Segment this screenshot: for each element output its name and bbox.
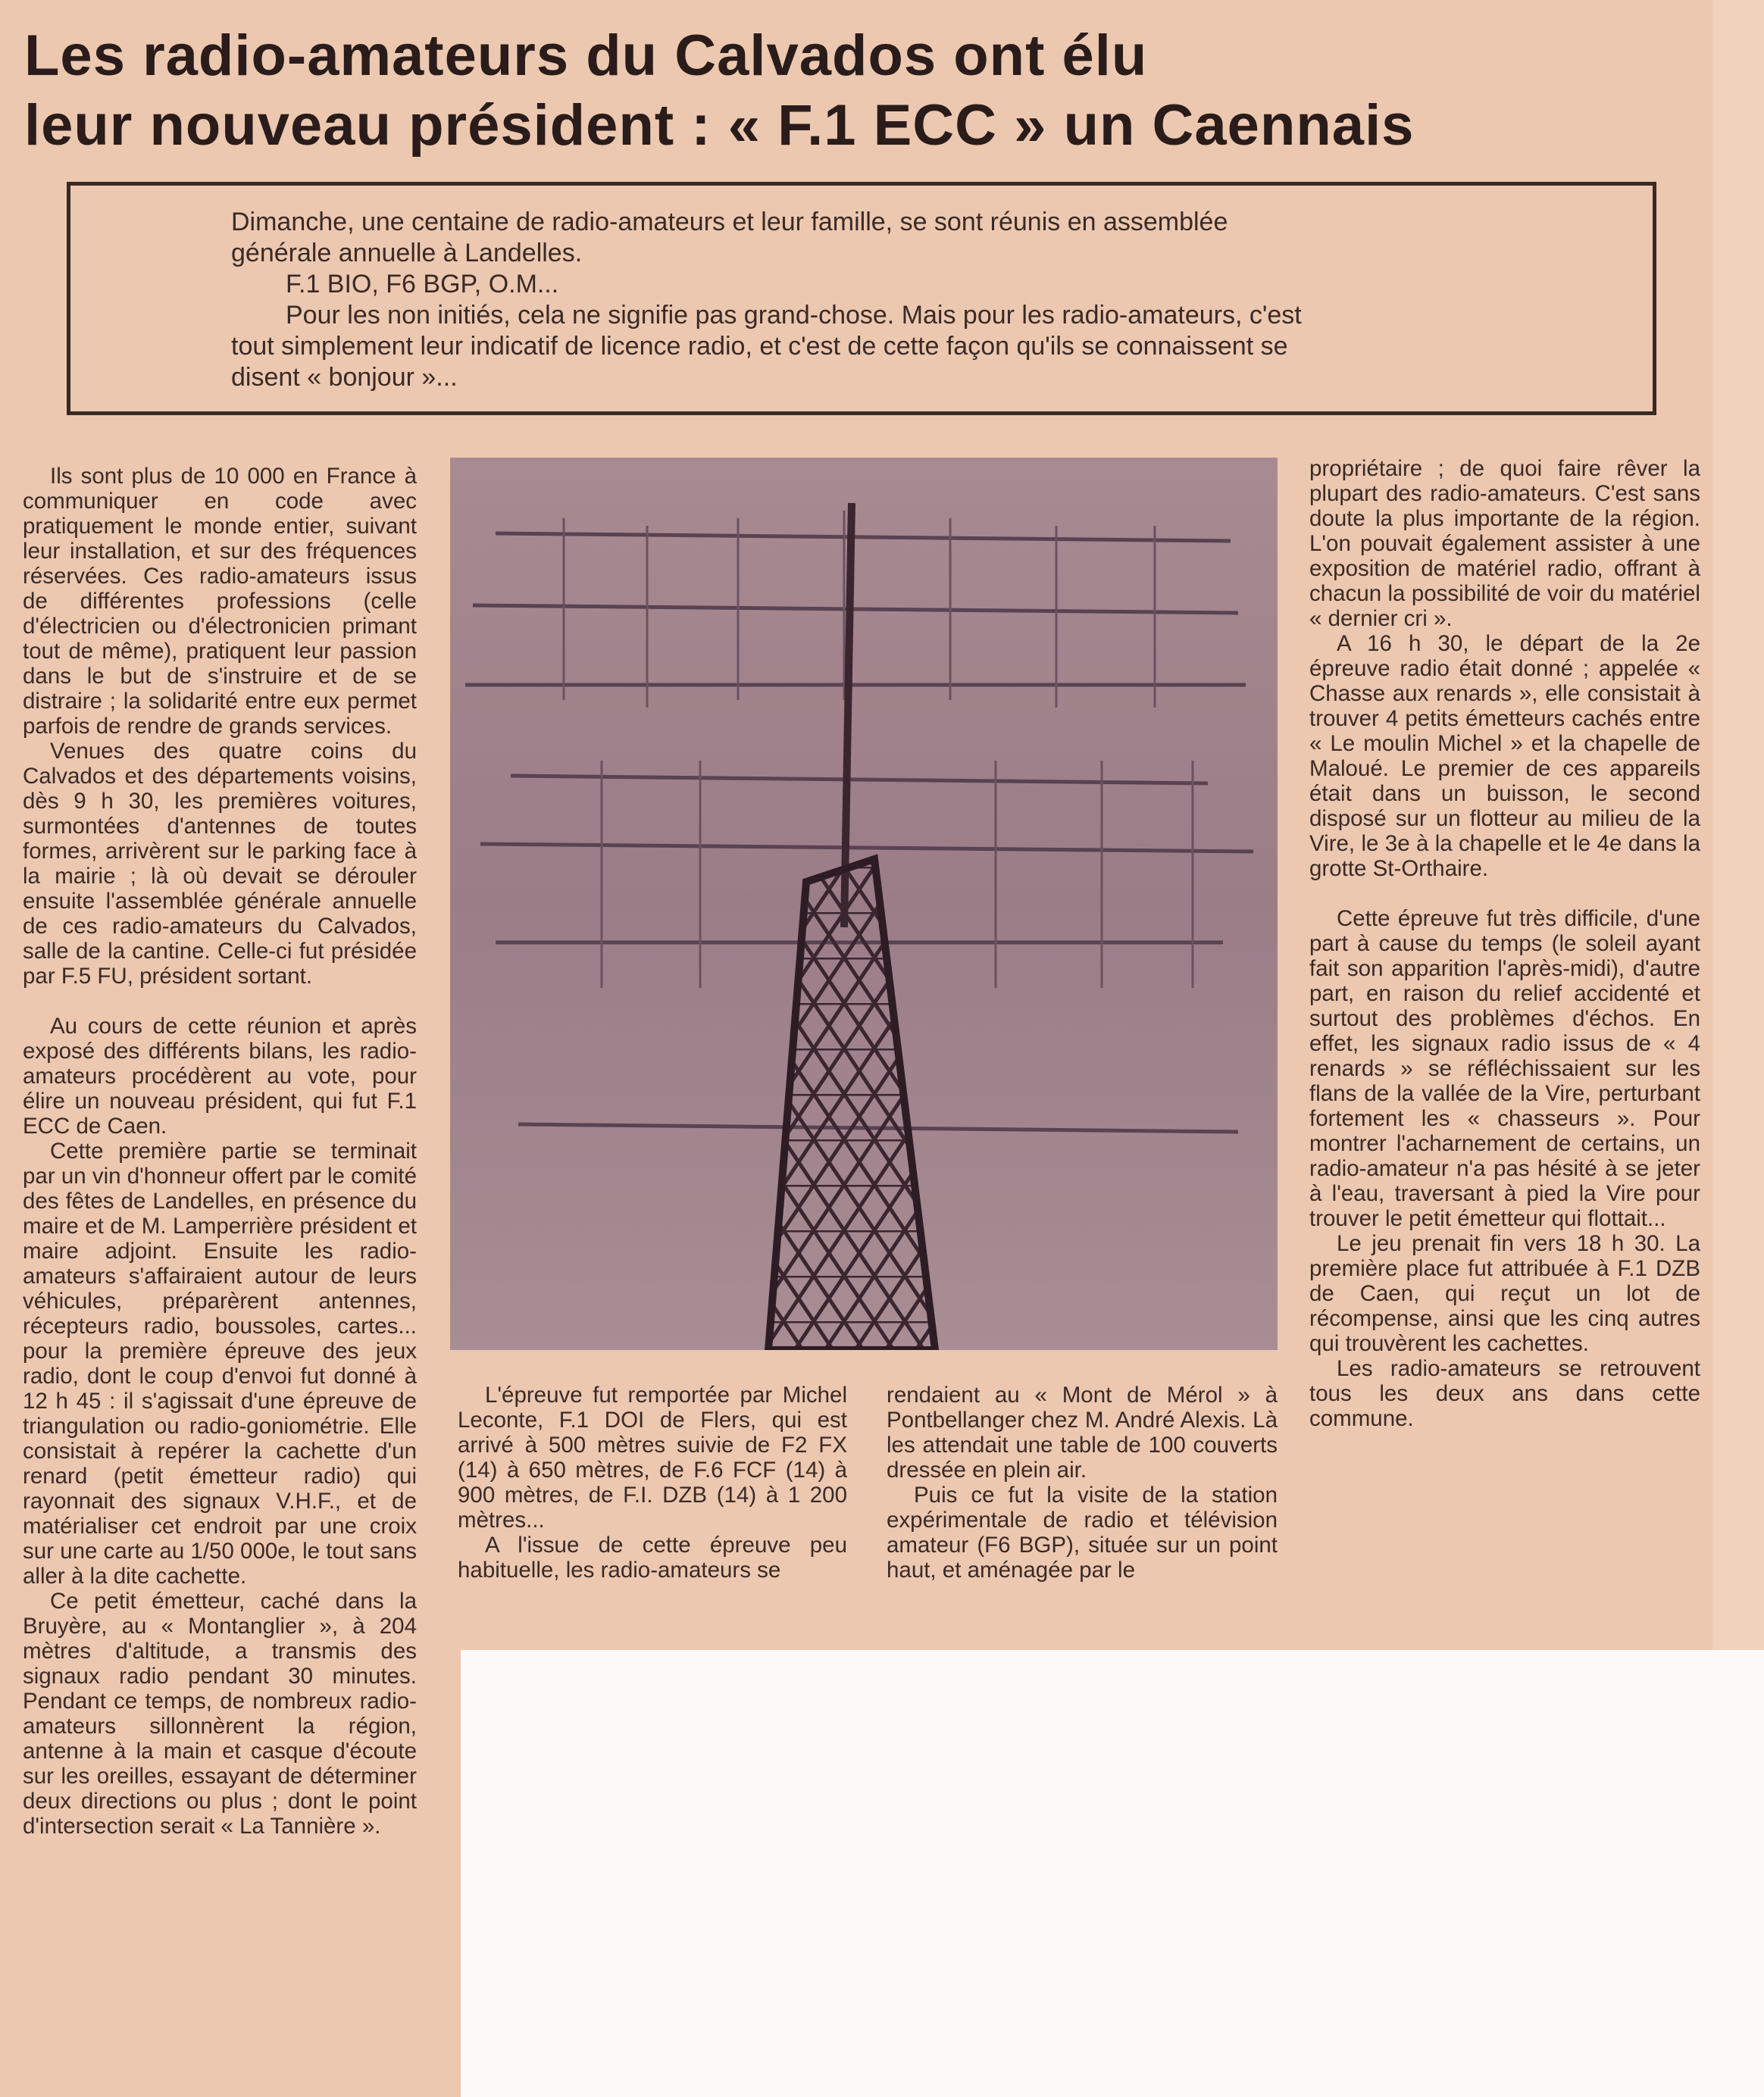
paragraph: Puis ce fut la visite de la station expérimentale de radio et télévision amateur (F6 BGP), située sur un point haut, et aménagée par le [887,1483,1278,1583]
paragraph: Le jeu prenait fin vers 18 h 30. La première place fut attribuée à F.1 DZB de Caen, qui reçut un lot de récompense, ainsi que les cinq autres qui trouvèrent les cachettes. [1309,1231,1700,1356]
article-headline [24,21,1676,161]
paragraph: Venues des quatre coins du Calvados et des départements voisins, dès 9 h 30, les premières voitures, surmontées d'antennes de toutes formes, arrivèrent sur le parking face à la mairie ; là où devait se dérouler ensuite l'assemblée générale annuelle de ces radio-amateurs du Calvados, salle de la cantine. Celle-ci fut présidée par F.5 FU, président sortant. [23,739,417,989]
paragraph: propriétaire ; de quoi faire rêver la plupart des radio-amateurs. C'est sans doute la plus importante de la région. L'on pouvait également assister à une exposition de matériel radio, offrant à chacun la possibilité de voir du matériel « dernier cri ». [1309,456,1700,631]
paragraph: A 16 h 30, le départ de la 2e épreuve radio était donné ; appelée « Chasse aux renards », elle consistait à trouver 4 petits émetteurs cachés entre « Le moulin Michel » et la chapelle de Maloué. Le premier de ces appareils était dans un buisson, le second disposé sur un flotteur au milieu de la Vire, le 3e à la chapelle et le 4e dans la grotte St-Orthaire. [1309,631,1700,881]
article-column-3 [887,1383,1278,1583]
intro-line: tout simplement leur indicatif de licence radio, et c'est de cette façon qu'ils se connaissent se [231,332,1288,361]
article-column-4 [1309,456,1700,1431]
intro-line: F.1 BIO, F6 BGP, O.M... [286,270,559,298]
paragraph: Cette épreuve fut très difficile, d'une part à cause du temps (le soleil ayant fait son apparition l'après-midi), d'autre part, en raison du relief accidenté et surtout des problèmes d'échos. En effet, les signaux radio issus de « 4 renards » se réfléchissaient sur les flans de la vallée de la Vire, perturbant fortement les « chasseurs ». Pour montrer l'acharnement de certains, un radio-amateur n'a pas hésité à se jeter à l'eau, traversant à pied la Vire pour trouver le petit émetteur qui flottait... [1309,906,1700,1231]
paragraph: Ils sont plus de 10 000 en France à communiquer en code avec pratiquement le monde entier, suivant leur installation, et sur des fréquences réservées. Ces radio-amateurs issus de différentes professions (celle d'électricien ou d'électronicien primant tout de même), pratiquent leur passion dans le but de s'instruire et de se distraire ; la solidarité entre eux permet parfois de rendre de grands services. [23,464,417,739]
headline-line-2: leur nouveau président : « F.1 ECC » un Caennais [24,93,1415,158]
page-margin [1712,0,1764,1650]
intro-line: Dimanche, une centaine de radio-amateurs et leur famille, se sont réunis en assemblée [231,208,1228,236]
paragraph: rendaient au « Mont de Mérol » à Pontbellanger chez M. André Alexis. Là les attendait une table de 100 couverts dressée en plein air. [887,1383,1278,1483]
blank-scan-area [461,1650,1764,2097]
headline-line-1: Les radio-amateurs du Calvados ont élu [24,23,1148,88]
paragraph: A l'issue de cette épreuve peu habituelle, les radio-amateurs se [458,1533,847,1583]
intro-line: générale annuelle à Landelles. [231,239,583,267]
paragraph: Cette première partie se terminait par un vin d'honneur offert par le comité des fêtes de Landelles, en présence du maire et de M. Lamperrière président et maire adjoint. Ensuite les radio-amateurs s'affairaient autour de leurs véhicules, préparèrent antennes, récepteurs radio, boussoles, cartes... pour la première épreuve des jeux radio, dont le coup d'envoi fut donné à 12 h 45 : il s'agissait d'une épreuve de triangulation ou radio-goniométrie. Elle consistait à repérer la cachette d'un renard (petit émetteur radio) qui rayonnait des signaux V.H.F., et de matérialiser cet endroit par une croix sur une carte au 1/50 000e, le tout sans aller à la dite cachette. [23,1139,418,1589]
intro-line: disent « bonjour »... [231,363,458,392]
antenna-tower-photo [450,458,1278,1350]
paragraph: Ce petit émetteur, caché dans la Bruyère, au « Montanglier », à 204 mètres d'altitude, a transmis des signaux radio pendant 30 minutes. Pendant ce temps, de nombreux radio-amateurs sillonnèrent la région, antenne à la main et casque d'écoute sur les oreilles, essayant de déterminer deux directions ou plus ; dont le point d'intersection serait « La Tannière ». [23,1589,417,1839]
paragraph: Au cours de cette réunion et après exposé des différents bilans, les radio-amateurs procédèrent au vote, pour élire un nouveau président, qui fut F.1 ECC de Caen. [23,1014,417,1139]
paragraph: Les radio-amateurs se retrouvent tous les deux ans dans cette commune. [1309,1356,1700,1431]
article-column-1 [23,464,417,1839]
intro-line: Pour les non initiés, cela ne signifie pas grand-chose. Mais pour les radio-amateurs, c'est [286,301,1302,330]
paragraph: L'épreuve fut remportée par Michel Leconte, F.1 DOI de Flers, qui est arrivé à 500 mètres suivie de F2 FX (14) à 650 mètres, de F.6 FCF (14) à 900 mètres, de F.I. DZB (14) à 1 200 mètres... [458,1383,847,1533]
article-column-2 [458,1383,847,1583]
intro-box [67,182,1656,415]
